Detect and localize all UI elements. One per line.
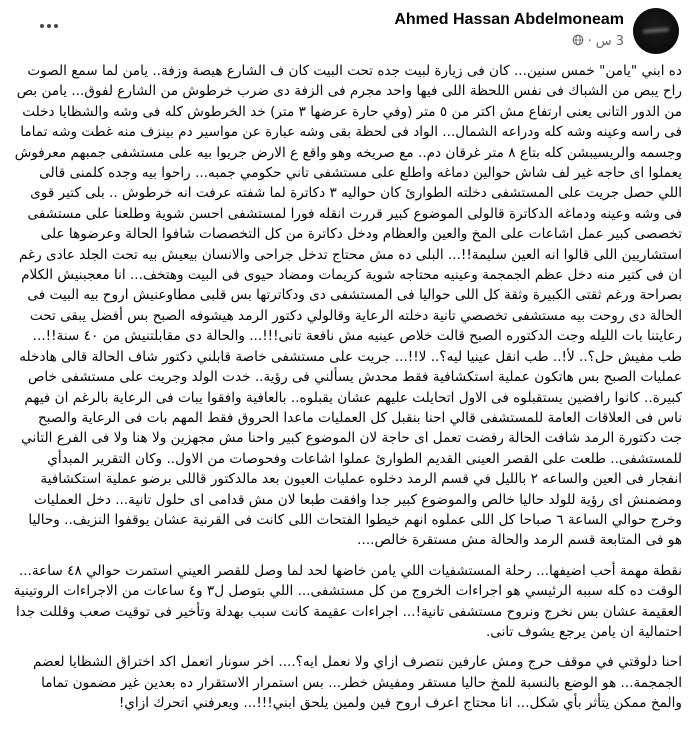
post-paragraph: احنا دلوقتي في موقف حرج ومش عارفين نتصرف ازاي ولا نعمل ايه؟.... اخر سونار اتعمل اكد اختراق الشظايا لعضم الجمجمة... هو الوضع بالنسبة للمخ حاليا مستقر ومفيش خطر... بس استمرار الاستقرار ده بعدين غير مضمون تماما والمخ ممكن يتأثر بأي شكل... انا محتاج اعرف اروح فين ولمين يلحق ابني!!!... ويعرفني اتحرك ازاي! <box>32 654 682 712</box>
avatar-image-detail <box>643 28 669 33</box>
post-paragraph: ده ابني "يامن" خمس سنين... كان فى زيارة لبيت جده تحت البيت كان ف الشارع هيصة وزفة.. يامن لما سمع الصوت راح يبص من الشباك فى نفس اللحظة اللى فيها واحد مجرم فى الزفة دى ضرب خرطوش من الشارع لفوق... يامن بص من الدور التانى يعنى ارتفاع مش اكتر من ٥ متر (وفي حارة عرضها ٣ متر) خد الخرطوش كله فى وشه والشظايا دخلت فى راسه وعينه وشه كله ودراعه الشمال... الواد فى لحظة بقى وشه عبارة عن مواسير دم بينزف منه غطت وشه تماما وجسمه والريسيبشن كله بتاع ٨ متر غرقان دم.. مع صريخه وهو واقع ع الارض جريوا بيه على مستشفى جمبهم معرفوش يعملوا اى حاجه غير لف شاش حوالين دماغه واطلع على مستشفى تاني حكومي جمبه... راحوا بيه وجده كلمنى قالى اللي حصل جريت على المستشفى دخلته الطوارئ كان حواليه ٣ دكاترة لما شفته عرفت انه خرطوش .. بلى كتير قوى فى وشه وعينه ودماغه الدكاترة قالولى الموضوع كبير قررت انقله فورا لمستشفى احسن شوية وطلعنا على مستشفى تخصصى كبير عمل اشاعات على المخ والعين والعظام ودخل دكاترة من كل التخصصات شافوا الحالة وعرضوها على استشاريين اللى قالوا انه العين سليمة!!... البلى ده مش محتاج تدخل جراحى والانسان بيعيش بيه تحت الجلد عادى رغم ان فى كتير منه دخل عظم الجمجمة وعينيه محتاجه شوية كريمات ومضاد حيوى فى البيت وهتخف... انا معجبنيش الكلام بصراحة ورغم ثقتى الكبيرة وثقة كل اللى حواليا فى المستشفى دى ودكاترتها بس قلبى مطاوعنيش اروح بيه البيت فى الحالة دى روحت بيه مستشفى تخصصي تانية دخلته الرعاية وقالولي دكتور الرمد هيشوفه الصبح بس أفضل يبقى تحت رعايتنا بات الليله وجت الدكتوره الصبح قالت خلاص عينيه مش نافعة تانى!!!... والحالة دى مقابلتنيش من ٤٠ سنة!!... طب مفيش حل؟.. لأ!.. طب انقل عينيا ليه؟.. لا!!... جريت على مستشفى خاصة قابلني دكتور شاف الحالة قالى هادخله عمليات الصبح بس هاتكون عملية استكشافية فقط محدش يسألني فى رؤية.. خدت الولد وجريت على مستشفى خاص كبيرة.. كانوا رافضين يستقبلوه فى الاول اتحايلت عليهم عشان يقبلوه.. بالعافية وافقوا يبات فى الرعاية بالرغم ان فيهم ناس فى العلاقات العامة للمستشفى قالي احنا بنقبل كل العمليات ماعدا الحروق فقط المهم بات فى الرعاية والصبح جت دكتورة الرمد شافت الحالة رفضت تعمل اى حاجة لان الموضوع كبير واحنا مش مجهزين ولا هنا ولا فى الفرع التاني للمستشفى.. طلعت على القصر العينى القديم الطوارئ عملوا اشاعات وفحوصات من الاول.. وكان التقرير المبدأي انفجار فى العين والساعه ٢ بالليل في قسم الرمد دخلوه عمليات العيون بعد مالدكتور قاللى برضو عملية استكشافية ومضمنش اى رؤية للولد حاليا خالص والموضوع كبير جدا وافقت طبعا لان مش قدامى اى حلول تانية... دخل العمليات وخرج حوالي الساعة ٦ صباحا كل اللى عملوه انهم خيطوا الفتحات اللى كانت فى القرنية عشان يوقفوا النزيف.. وحاليا هو فى المتابعة قسم الرمد والحالة مش مستقرة خالص.... <box>14 63 682 549</box>
post-header <box>0 0 695 56</box>
ellipsis-horizontal-icon <box>54 24 58 28</box>
post-paragraph: نقطة مهمة أحب اضيفها... رحلة المستشفيات اللي يامن خاضها لحد لما وصل للقصر العيني استمرت حوالي ٤٨ ساعة... الوقت ده كله سببه الرئيسي هو اجراءات الخروج من كل مستشفى... اللي بتوصل ل٣ و٤ ساعات من الاجراءات الروتينية العقيمة عشان بس نخرج ونروح مستشفى تانية!... اجراءات عقيمة كانت سبب بهدلة وتأخير فى توقيت صعب وقللت جدا احتمالية ان يامن يرجع يشوف تانى. <box>13 562 682 640</box>
avatar[interactable] <box>633 8 679 54</box>
post-meta-row <box>572 33 624 50</box>
meta-separator: · <box>587 33 592 49</box>
globe-icon <box>572 34 584 50</box>
post-text <box>0 56 695 724</box>
post-header-info <box>394 8 624 50</box>
timestamp[interactable]: 3 س <box>595 33 624 49</box>
more-options-button[interactable] <box>36 20 62 32</box>
author-name[interactable]: Ahmed Hassan Abdelmoneam <box>394 11 624 28</box>
